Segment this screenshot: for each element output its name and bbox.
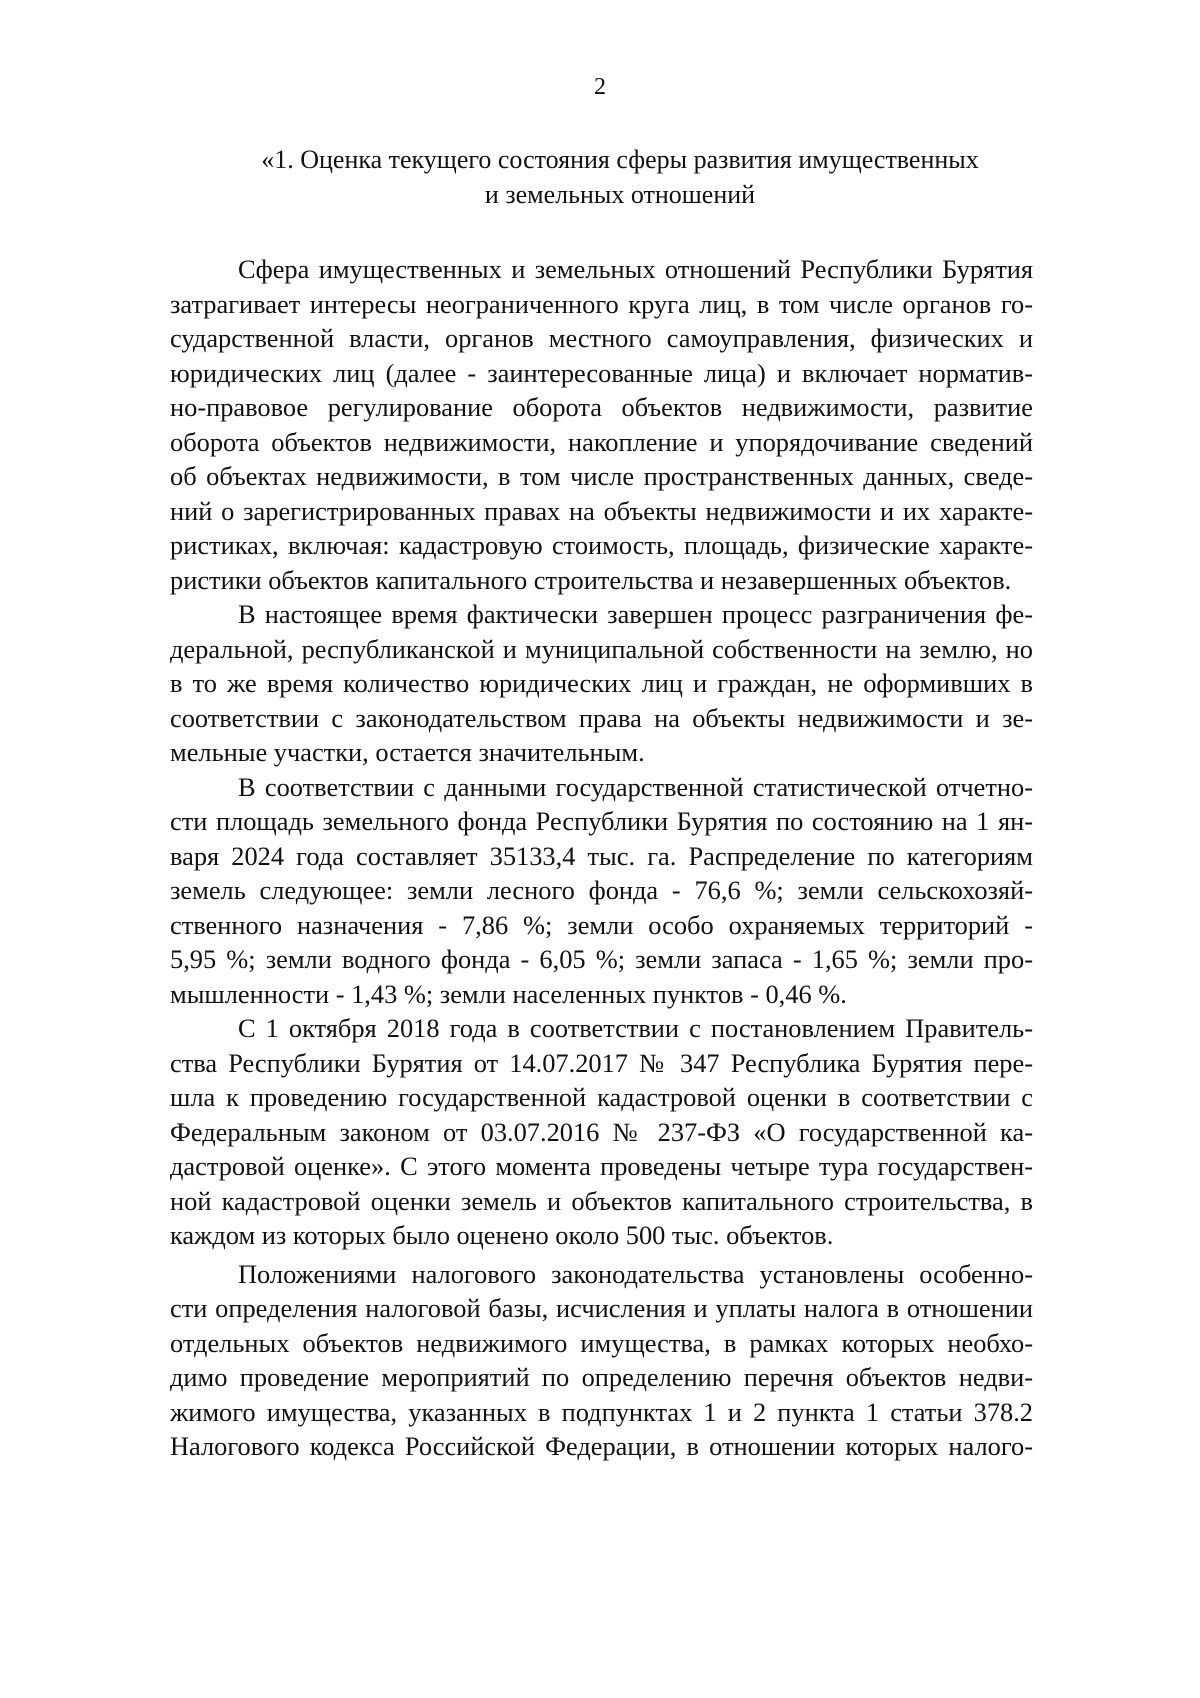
section-title-line-2: и земельных отношений [484, 179, 756, 209]
paragraph [170, 597, 1033, 770]
paragraph-line: ной кадастровой оценки земель и объектов капитального строительства, в [170, 1185, 1033, 1216]
paragraph-line: сти площадь земельного фонда Республики Бурятия по состоянию на 1 ян- [170, 806, 1033, 836]
paragraph-line: отдельных объектов недвижимого имущества, в рамках которых необхо- [170, 1327, 1033, 1358]
paragraph [170, 770, 1033, 1012]
paragraph-line: Федеральным законом от 03.07.2016 № 237-ФЗ «О государственной ка- [170, 1116, 1033, 1147]
paragraph-line: ственного назначения - 7,86 %; земли особо охраняемых территорий - [170, 909, 1033, 940]
paragraph-line: мельные участки, остается значительным. [170, 737, 645, 767]
paragraph-line: оборота объектов недвижимости, накопление и упорядочивание сведений [170, 426, 1033, 457]
paragraph-line: ства Республики Бурятия от 14.07.2017 № 347 Республика Бурятия пере- [170, 1047, 1033, 1078]
paragraph-line: варя 2024 года составляет 35133,4 тыс. га. Распределение по категориям [170, 840, 1033, 871]
paragraph-line: Сфера имущественных и земельных отношений Республики Бурятия [238, 254, 1033, 284]
paragraph-line: С 1 октября 2018 года в соответствии с постановлением Правитель- [238, 1013, 1033, 1043]
paragraph-line: дастровой оценке». С этого момента проведены четыре тура государствен- [170, 1151, 1033, 1181]
paragraph-line: сударственной власти, органов местного самоуправления, физических и [170, 323, 1033, 353]
section-title [170, 143, 1070, 212]
section-title-line-1: «1. Оценка текущего состояния сферы развития имущественных [261, 145, 979, 174]
paragraph-line: Налогового кодекса Российской Федерации, в отношении которых налого- [170, 1431, 1033, 1461]
paragraph-line: димо проведение мероприятий по определению перечня объектов недви- [170, 1362, 1033, 1392]
paragraph [170, 1257, 1033, 1464]
paragraph-line: В соответствии с данными государственной статистической отчетно- [238, 771, 1033, 802]
paragraph-line: сти определения налоговой базы, исчисления и уплаты налога в отношении [170, 1293, 1033, 1323]
paragraph-line: юридических лиц (далее - заинтересованные лица) и включает норматив- [170, 357, 1033, 388]
paragraph-line: ний о зарегистрированных правах на объекты недвижимости и их характе- [170, 495, 1033, 526]
paragraph-line: ристики объектов капитального строительства и незавершенных объектов. [170, 564, 1012, 595]
paragraph-line: Положениями налогового законодательства установлены особенно- [238, 1258, 1033, 1289]
paragraph-line: земель следующее: земли лесного фонда - 76,6 %; земли сельскохозяй- [170, 875, 1033, 905]
paragraph-line: каждом из которых было оценено около 500 тыс. объектов. [170, 1220, 834, 1250]
paragraph [170, 1011, 1033, 1253]
paragraph-line: ристиках, включая: кадастровую стоимость, площадь, физические характе- [170, 530, 1033, 560]
paragraph-line: деральной, республиканской и муниципальной собственности на землю, но [170, 633, 1033, 664]
paragraph-line: шла к проведению государственной кадастровой оценки в соответствии с [170, 1082, 1033, 1112]
document-body [170, 252, 1033, 1464]
paragraph-line: затрагивает интересы неограниченного круга лиц, в том числе органов го- [170, 288, 1033, 319]
paragraph-line: в то же время количество юридических лиц и граждан, не оформивших в [170, 668, 1033, 698]
paragraph-line: но-правовое регулирование оборота объектов недвижимости, развитие [170, 392, 1033, 422]
paragraph-line: 5,95 %; земли водного фонда - 6,05 %; земли запаса - 1,65 %; земли про- [170, 944, 1033, 974]
paragraph-line: жимого имущества, указанных в подпунктах 1 и 2 пункта 1 статьи 378.2 [170, 1396, 1033, 1427]
page-number: 2 [594, 74, 606, 100]
paragraph-line: В настоящее время фактически завершен процесс разграничения фе- [238, 599, 1033, 629]
paragraph-line: соответствии с законодательством права на объекты недвижимости и зе- [170, 702, 1033, 733]
paragraph-line: об объектах недвижимости, в том числе пространственных данных, сведе- [170, 461, 1033, 491]
paragraph-line: мышленности - 1,43 %; земли населенных пунктов - 0,46 %. [170, 978, 847, 1009]
paragraph [170, 252, 1033, 597]
